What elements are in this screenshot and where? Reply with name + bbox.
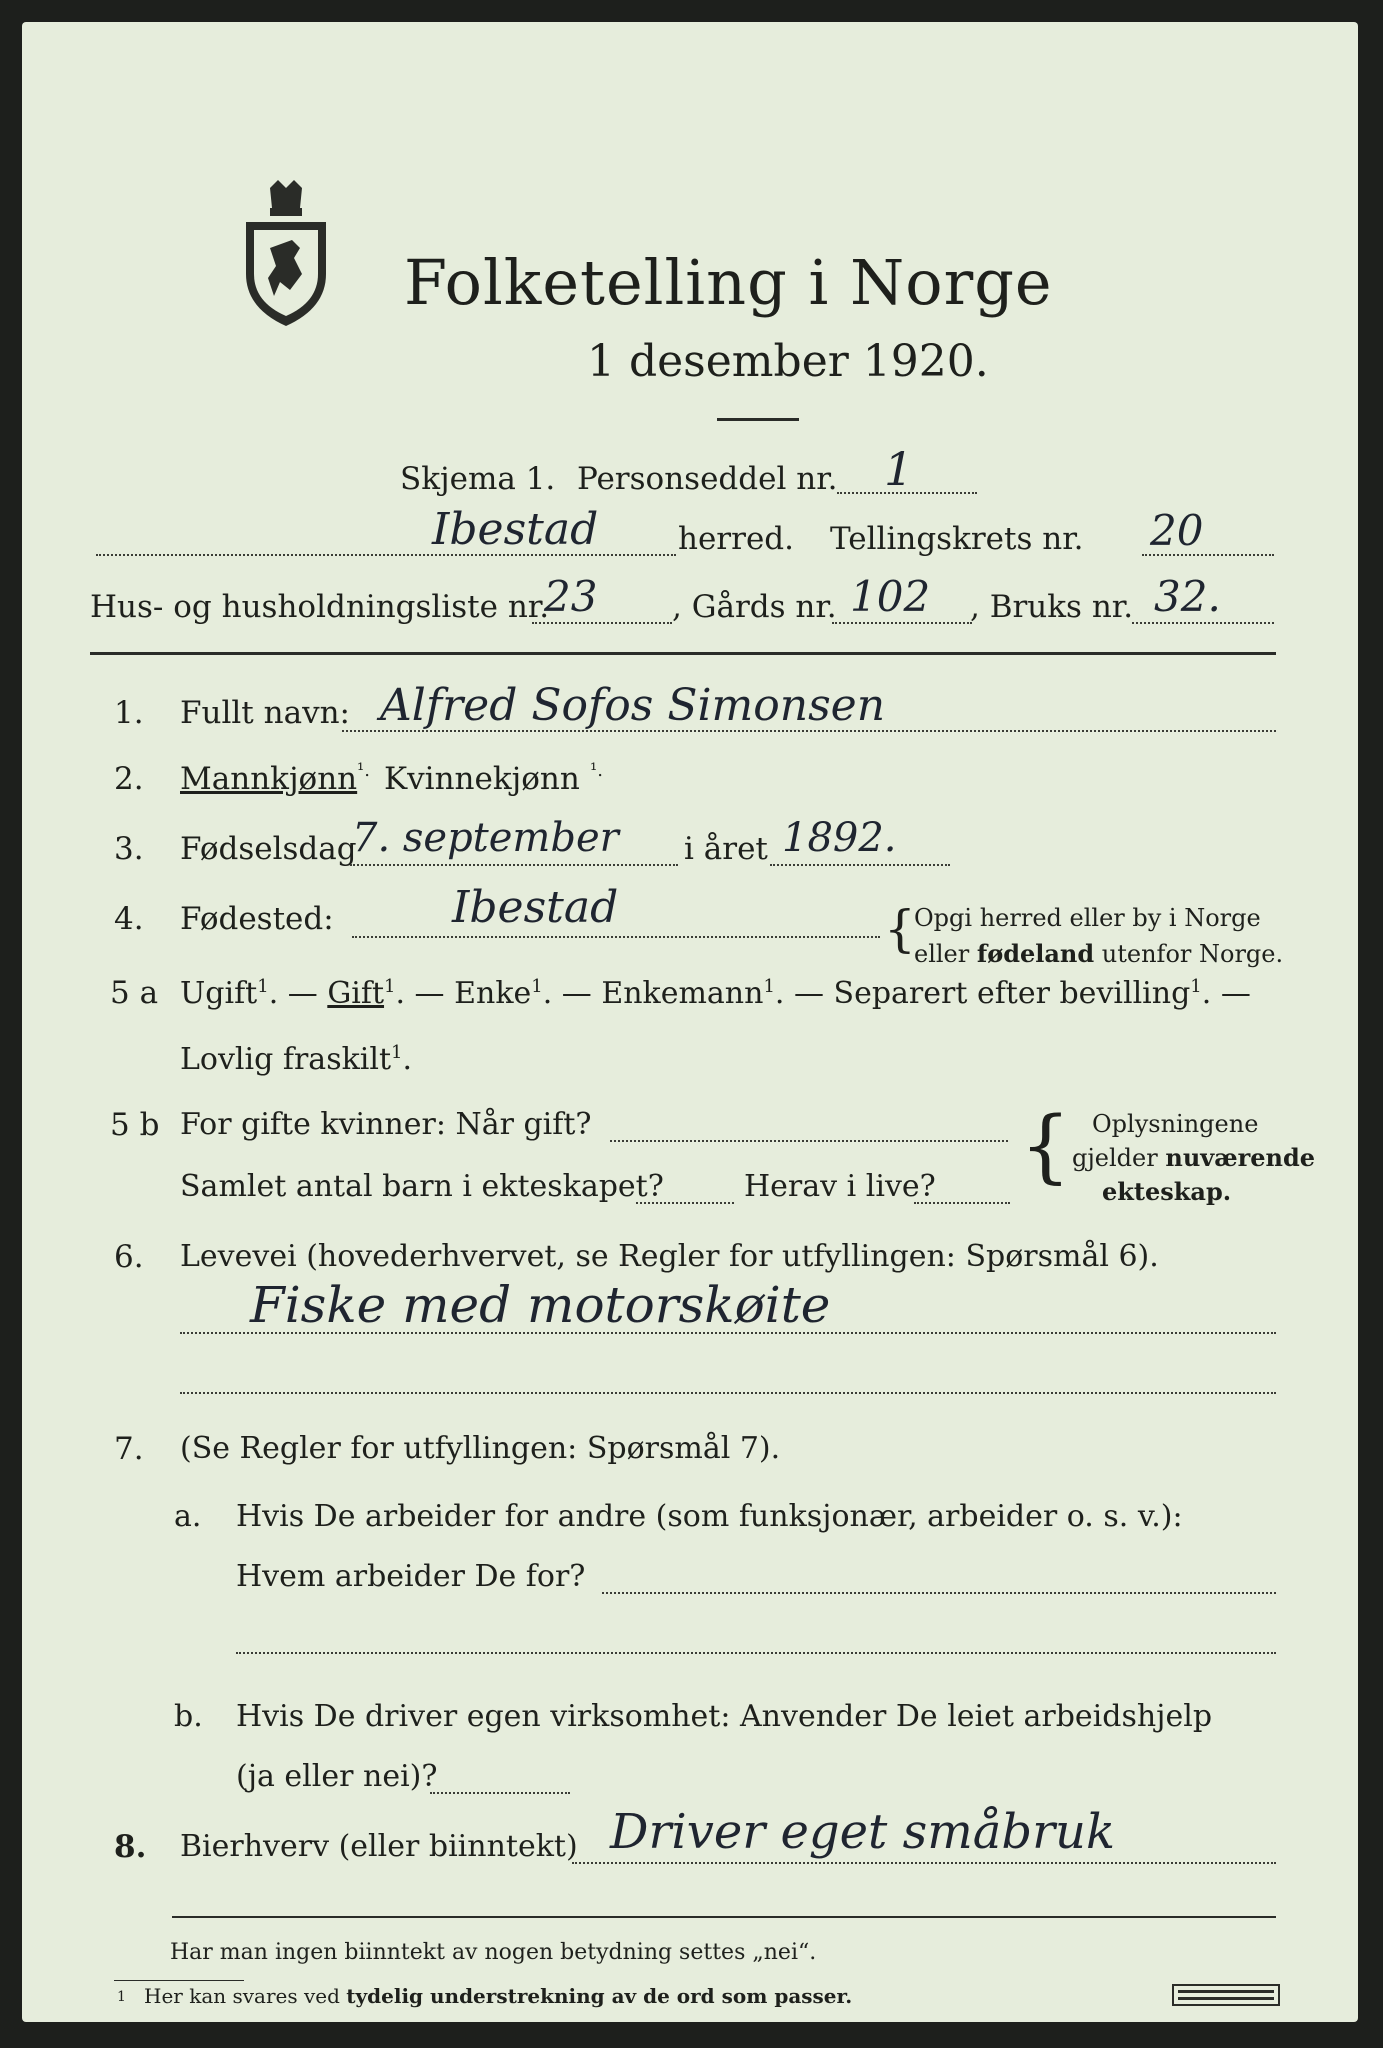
- tellingskrets-value: 20: [1150, 506, 1204, 555]
- footer-note: Har man ingen biinntekt av nogen betydning settes „nei“.: [170, 1940, 817, 1965]
- q7a-label: Hvis De arbeider for andre (som funksjonær, arbeider o. s. v.):: [236, 1499, 1183, 1534]
- footnote-a: Her kan svares ved: [144, 1984, 340, 2008]
- q8-label: Bierhverv (eller biinntekt): [180, 1829, 578, 1864]
- q7b-number: b.: [174, 1699, 203, 1734]
- q5a-options: Ugift$^1$. — Gift$^1$. — Enke$^1$. — Enkemann$^1$. — Separert efter bevilling$^1$. —: [180, 976, 1251, 1011]
- q2-female-sup: ¹.: [590, 760, 603, 781]
- tellingskrets-label: Tellingskrets nr.: [830, 521, 1084, 557]
- footnote-divider: [114, 1980, 244, 1981]
- q6-label: Levevei (hovederhvervet, se Regler for utfyllingen: Spørsmål 6).: [180, 1239, 1159, 1274]
- hus-label: Hus- og husholdningsliste nr.: [90, 589, 550, 625]
- q5b-note-2: [1072, 1143, 1316, 1172]
- q3-number: 3.: [114, 831, 144, 867]
- q5b-brace: {: [1020, 1099, 1071, 1192]
- q3-year-value: 1892.: [782, 815, 897, 861]
- q5b-label: For gifte kvinner: Når gift?: [180, 1107, 592, 1142]
- q1-number: 1.: [114, 695, 144, 731]
- q2-number: 2.: [114, 761, 144, 797]
- gards-value: 102: [850, 572, 931, 621]
- q2-male: [180, 761, 358, 797]
- gards-label: , Gårds nr.: [672, 589, 837, 625]
- bruks-line: [1132, 622, 1274, 624]
- q5b-note-1: Oplysningene: [1092, 1110, 1259, 1138]
- title-divider: [717, 418, 799, 421]
- q5a-separert: Separert efter bevilling: [833, 976, 1191, 1011]
- census-form: [22, 22, 1358, 2022]
- q3-label: Fødselsdag: [180, 831, 357, 867]
- q5b-barn: Samlet antal barn i ekteskapet?: [180, 1169, 664, 1204]
- herred-label: herred.: [678, 521, 794, 557]
- q4-label: Fødested:: [180, 901, 334, 937]
- q5b-gift-line: [610, 1140, 1008, 1142]
- q4-note-2a: eller: [914, 940, 970, 968]
- bruks-value: 32.: [1154, 572, 1221, 621]
- q3-day-line: [350, 864, 678, 866]
- q5b-live-line: [914, 1202, 1010, 1204]
- q1-value: Alfred Sofos Simonsen: [380, 680, 886, 731]
- q4-note-2: [914, 939, 1284, 968]
- q2-female: Kvinnekjønn: [384, 761, 580, 797]
- footer-divider: [172, 1916, 1276, 1918]
- skjema-label: Skjema 1.: [400, 461, 556, 497]
- q5b-barn-line: [636, 1202, 734, 1204]
- q2-male-sup: ¹.: [357, 760, 370, 781]
- q7-number: 7.: [114, 1431, 144, 1467]
- q5a-fraskilt-line: Lovlig fraskilt$^1$.: [180, 1042, 413, 1077]
- q5b-note-3: ekteskap.: [1102, 1177, 1232, 1206]
- q7-label: (Se Regler for utfyllingen: Spørsmål 7).: [180, 1431, 781, 1466]
- q5b-note-2a: gjelder: [1072, 1144, 1158, 1172]
- q7a-number: a.: [174, 1499, 202, 1534]
- q7a-sub: Hvem arbeider De for?: [236, 1559, 586, 1594]
- q7b-label: Hvis De driver egen virksomhet: Anvender De leiet arbeidshjelp: [236, 1699, 1213, 1734]
- q4-note-2b: fødeland: [976, 939, 1095, 968]
- q5b-number: 5 b: [110, 1107, 160, 1143]
- hus-line: [532, 622, 672, 624]
- q8-line: [572, 1862, 1276, 1864]
- q8-number: 8.: [114, 1829, 147, 1865]
- q5a-gift: Gift: [327, 976, 385, 1011]
- q5a-enkemann: Enkemann: [601, 976, 764, 1011]
- q4-brace: {: [884, 900, 916, 958]
- q7b-sub: (ja eller nei)?: [236, 1759, 438, 1794]
- q4-line: [352, 936, 880, 938]
- norwegian-coat-of-arms-icon: [240, 178, 332, 328]
- q5b-note-2b: nuværende: [1165, 1143, 1316, 1172]
- q6-value: Fiske med motorskøite: [250, 1276, 831, 1334]
- q5a-enke: Enke: [454, 976, 532, 1011]
- q3-mid-label: i året: [684, 831, 768, 867]
- personseddel-value: 1: [884, 442, 914, 496]
- form-date: 1 desember 1920.: [587, 336, 989, 387]
- printer-stamp-icon: [1172, 1984, 1280, 2006]
- q5a-fraskilt: Lovlig fraskilt: [180, 1042, 392, 1077]
- q6-number: 6.: [114, 1239, 144, 1275]
- personseddel-label: Personseddel nr.: [577, 461, 838, 497]
- footnote-text: [144, 1986, 852, 2006]
- q6-line-2: [180, 1392, 1276, 1394]
- q5b-live: Herav i live?: [744, 1169, 936, 1204]
- q3-year-line: [770, 864, 950, 866]
- q7b-line: [430, 1792, 570, 1794]
- q7a-line-1: [602, 1592, 1276, 1594]
- form-title: Folketelling i Norge: [404, 246, 1053, 319]
- q5a-number: 5 a: [110, 975, 159, 1011]
- q4-number: 4.: [114, 901, 144, 937]
- q4-note-2c: utenfor Norge.: [1101, 940, 1284, 968]
- q4-value: Ibestad: [452, 882, 619, 933]
- gards-line: [832, 622, 972, 624]
- q7a-line-2: [236, 1652, 1276, 1654]
- header-divider: [90, 652, 1276, 655]
- q1-label: Fullt navn:: [180, 695, 350, 731]
- footnote-b: tydelig understrekning av de ord som passer.: [346, 1984, 853, 2008]
- q4-note-1: Opgi herred eller by i Norge: [914, 904, 1261, 932]
- herred-value: Ibestad: [432, 504, 599, 555]
- q2-male-text: Mannkjønn: [180, 761, 358, 797]
- footnote-number: 1: [117, 1989, 126, 2005]
- q3-day-value: 7. september: [352, 815, 619, 861]
- bruks-label: , Bruks nr.: [970, 589, 1134, 625]
- q5a-ugift: Ugift: [180, 976, 258, 1011]
- hus-value: 23: [544, 572, 598, 621]
- q8-value: Driver eget småbruk: [610, 1804, 1116, 1860]
